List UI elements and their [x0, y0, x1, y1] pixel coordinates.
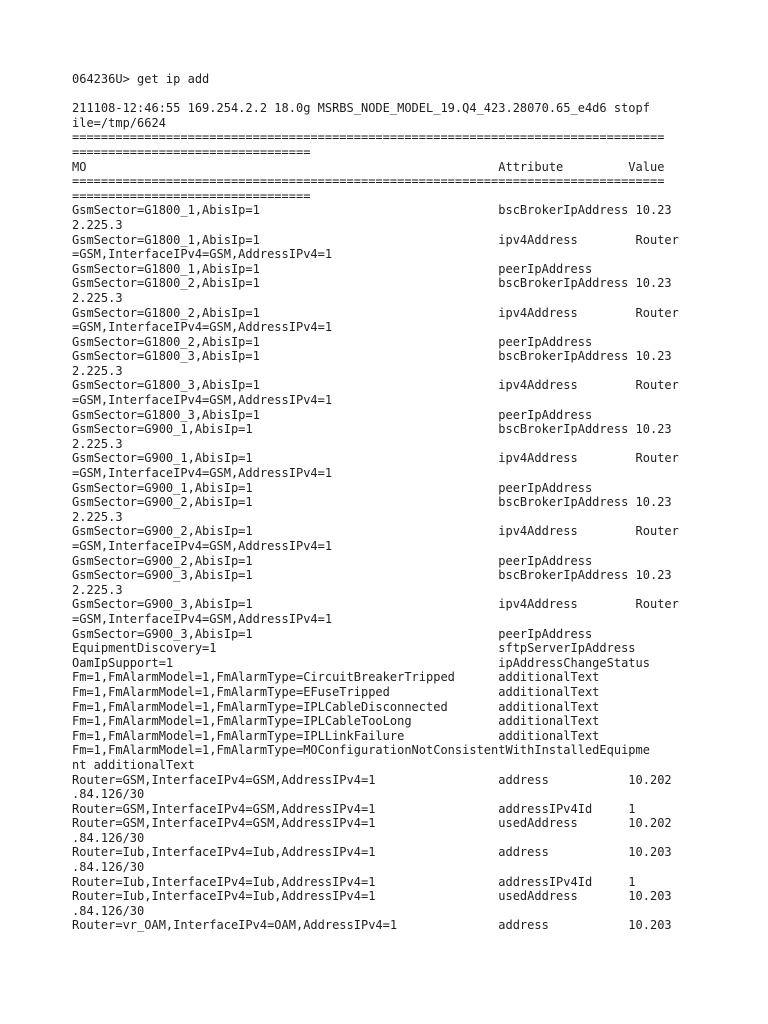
result-row: 2.225.3 [72, 582, 123, 597]
result-row: Fm=1,FmAlarmModel=1,FmAlarmType=IPLCableDisconnected additionalText [72, 699, 600, 714]
result-rows [72, 203, 712, 933]
result-row: GsmSector=G900_1,AbisIp=1 bscBrokerIpAddress 10.23 [72, 422, 672, 437]
separator-line: ================================================================================== [72, 174, 665, 189]
result-row: Router=Iub,InterfaceIPv4=Iub,AddressIPv4=1 usedAddress 10.203 [72, 889, 672, 904]
output-header-line: 211108-12:46:55 169.254.2.2 18.0g MSRBS_NODE_MODEL_19.Q4_423.28070.65_e4d6 stopf [72, 101, 650, 116]
result-row: .84.126/30 [72, 830, 145, 845]
result-row: 2.225.3 [72, 217, 123, 232]
separator-line: ================================================================================== [72, 130, 665, 145]
result-row: Fm=1,FmAlarmModel=1,FmAlarmType=IPLLinkFailure additionalText [72, 728, 600, 743]
result-row: GsmSector=G1800_3,AbisIp=1 peerIpAddress [72, 407, 593, 422]
result-row: GsmSector=G900_3,AbisIp=1 peerIpAddress [72, 626, 593, 641]
result-row: GsmSector=G900_2,AbisIp=1 peerIpAddress [72, 553, 593, 568]
result-row: =GSM,InterfaceIPv4=GSM,AddressIPv4=1 [72, 466, 333, 481]
result-row: 2.225.3 [72, 290, 123, 305]
result-row: =GSM,InterfaceIPv4=GSM,AddressIPv4=1 [72, 611, 333, 626]
result-row: GsmSector=G900_3,AbisIp=1 bscBrokerIpAddress 10.23 [72, 568, 672, 583]
result-row: Fm=1,FmAlarmModel=1,FmAlarmType=EFuseTripped additionalText [72, 684, 600, 699]
result-row: Router=Iub,InterfaceIPv4=Iub,AddressIPv4=1 address 10.203 [72, 845, 672, 860]
result-row: =GSM,InterfaceIPv4=GSM,AddressIPv4=1 [72, 320, 333, 335]
result-row: Router=GSM,InterfaceIPv4=GSM,AddressIPv4=1 addressIPv4Id 1 [72, 801, 636, 816]
result-row: Fm=1,FmAlarmModel=1,FmAlarmType=CircuitBreakerTripped additionalText [72, 670, 600, 685]
column-headers: MO Attribute Value [72, 159, 665, 174]
result-row: Fm=1,FmAlarmModel=1,FmAlarmType=IPLCableTooLong additionalText [72, 714, 600, 729]
result-row: GsmSector=G900_3,AbisIp=1 ipv4Address Router [72, 597, 679, 612]
result-row: 2.225.3 [72, 363, 123, 378]
result-row: GsmSector=G900_1,AbisIp=1 peerIpAddress [72, 480, 593, 495]
result-row: nt additionalText [72, 757, 195, 772]
result-row: GsmSector=G1800_1,AbisIp=1 peerIpAddress [72, 261, 593, 276]
result-row: GsmSector=G1800_3,AbisIp=1 bscBrokerIpAddress 10.23 [72, 349, 672, 364]
result-row: GsmSector=G1800_2,AbisIp=1 bscBrokerIpAddress 10.23 [72, 276, 672, 291]
result-row: Router=GSM,InterfaceIPv4=GSM,AddressIPv4=1 usedAddress 10.202 [72, 816, 672, 831]
terminal-output [72, 72, 712, 933]
blank-line [72, 87, 712, 102]
result-row: OamIpSupport=1 ipAddressChangeStatus [72, 655, 650, 670]
result-row: GsmSector=G1800_2,AbisIp=1 ipv4Address Router [72, 305, 679, 320]
result-row: GsmSector=G900_2,AbisIp=1 bscBrokerIpAddress 10.23 [72, 495, 672, 510]
result-row: =GSM,InterfaceIPv4=GSM,AddressIPv4=1 [72, 393, 333, 408]
result-row: GsmSector=G900_2,AbisIp=1 ipv4Address Router [72, 524, 679, 539]
separator-line: ================================= [72, 144, 311, 159]
separator-line: ================================= [72, 188, 311, 203]
result-row: =GSM,InterfaceIPv4=GSM,AddressIPv4=1 [72, 247, 333, 262]
result-row: EquipmentDiscovery=1 sftpServerIpAddress [72, 641, 636, 656]
result-row: Router=vr_OAM,InterfaceIPv4=OAM,AddressIPv4=1 address 10.203 [72, 918, 672, 933]
result-row: GsmSector=G1800_2,AbisIp=1 peerIpAddress [72, 334, 593, 349]
result-row: GsmSector=G1800_3,AbisIp=1 ipv4Address Router [72, 378, 679, 393]
output-header-line: ile=/tmp/6624 [72, 115, 166, 130]
result-row: 2.225.3 [72, 509, 123, 524]
result-row: Router=Iub,InterfaceIPv4=Iub,AddressIPv4=1 addressIPv4Id 1 [72, 874, 636, 889]
result-row: Fm=1,FmAlarmModel=1,FmAlarmType=MOConfigurationNotConsistentWithInstalledEquipme [72, 743, 650, 758]
command-prompt: 064236U> get ip add [72, 72, 210, 86]
result-row: GsmSector=G1800_1,AbisIp=1 bscBrokerIpAddress 10.23 [72, 203, 672, 218]
result-row: .84.126/30 [72, 860, 145, 875]
result-row: Router=GSM,InterfaceIPv4=GSM,AddressIPv4=1 address 10.202 [72, 772, 672, 787]
result-row: =GSM,InterfaceIPv4=GSM,AddressIPv4=1 [72, 539, 333, 553]
result-row: GsmSector=G900_1,AbisIp=1 ipv4Address Router [72, 451, 679, 466]
result-row: GsmSector=G1800_1,AbisIp=1 ipv4Address Router [72, 232, 679, 247]
result-row: .84.126/30 [72, 787, 145, 802]
result-row: .84.126/30 [72, 903, 145, 918]
result-row: 2.225.3 [72, 436, 123, 451]
